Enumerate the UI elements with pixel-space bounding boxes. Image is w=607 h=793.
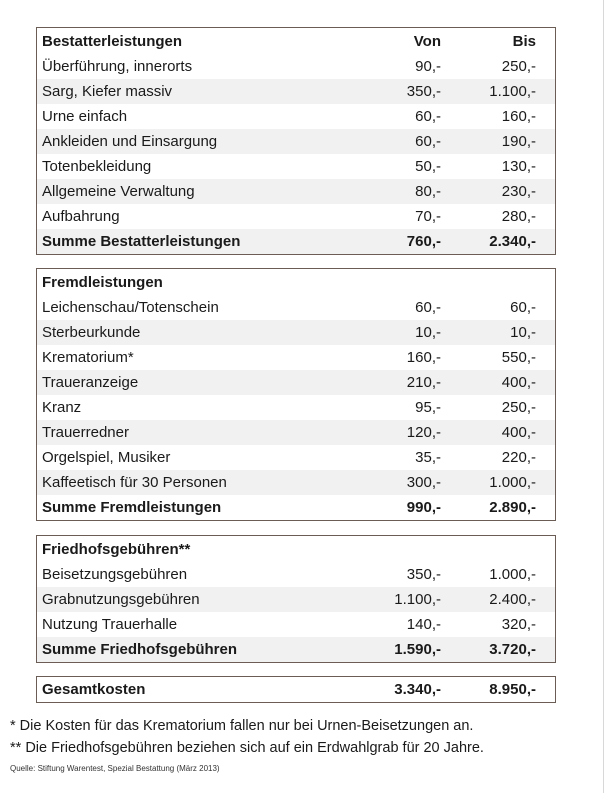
section-fremdleistungen (36, 268, 556, 521)
friedhof-table (37, 536, 555, 662)
total-table (37, 677, 555, 702)
row-label: Beisetzungsgebühren (42, 566, 188, 583)
table-row (37, 129, 555, 154)
row-bis: 190,- (441, 129, 555, 154)
section-gesamtkosten (36, 676, 556, 703)
sum-label: Summe Friedhofsgebühren (37, 637, 331, 662)
row-von: 120,- (331, 420, 441, 445)
sum-von: 990,- (406, 499, 441, 516)
row-von: 60,- (415, 299, 441, 316)
section-bestatterleistungen (36, 27, 556, 255)
row-von: 35,- (415, 449, 441, 466)
row-label: Trauerredner (37, 420, 331, 445)
sum-label: Summe Fremdleistungen (42, 499, 222, 516)
section-title: Fremdleistungen (42, 273, 163, 291)
table-row (37, 295, 555, 320)
row-von: 140,- (406, 616, 441, 633)
total-row (37, 677, 555, 702)
section-title: Bestatterleistungen (42, 32, 183, 50)
table-row (37, 420, 555, 445)
row-von: 60,- (331, 129, 441, 154)
row-bis: 1.000,- (441, 470, 555, 495)
table-row (37, 562, 555, 587)
row-bis: 320,- (501, 616, 536, 633)
table-row (37, 320, 555, 345)
row-label: Ankleiden und Einsargung (37, 129, 331, 154)
footnotes (10, 715, 484, 759)
row-von: 350,- (331, 79, 441, 104)
row-bis: 280,- (501, 208, 536, 225)
footnote-krematorium: * Die Kosten für das Krematorium fallen nur bei Urnen-Beisetzungen an. (10, 718, 474, 734)
table-header-row (37, 536, 555, 562)
total-label: Gesamtkosten (42, 681, 146, 698)
total-von: 3.340,- (394, 681, 441, 698)
row-bis: 400,- (441, 420, 555, 445)
sum-label: Summe Bestatterleistungen (37, 229, 331, 254)
row-bis: 250,- (501, 58, 536, 75)
row-label: Allgemeine Verwaltung (37, 179, 331, 204)
section-title: Friedhofsgebühren** (42, 540, 191, 558)
row-bis: 160,- (501, 108, 536, 125)
table-row (37, 395, 555, 420)
table-row (37, 104, 555, 129)
row-von: 70,- (415, 208, 441, 225)
sum-bis: 3.720,- (441, 637, 555, 662)
table-row (37, 345, 555, 370)
table-row (37, 179, 555, 204)
row-von: 90,- (415, 58, 441, 75)
row-label: Überführung, innerorts (42, 58, 193, 75)
sum-bis: 2.890,- (489, 499, 536, 516)
row-label: Urne einfach (42, 108, 128, 125)
table-row (37, 445, 555, 470)
table-row (37, 154, 555, 179)
row-label: Totenbekleidung (42, 158, 152, 175)
row-von: 50,- (415, 158, 441, 175)
row-bis: 10,- (441, 320, 555, 345)
row-bis: 220,- (501, 449, 536, 466)
row-bis: 1.100,- (441, 79, 555, 104)
row-label: Leichenschau/Totenschein (42, 299, 219, 316)
row-label: Grabnutzungsgebühren (37, 587, 331, 612)
row-label: Sterbeurkunde (37, 320, 331, 345)
row-label: Aufbahrung (42, 208, 120, 225)
table-header-row (37, 28, 555, 54)
sum-row (37, 495, 555, 520)
sum-von: 760,- (331, 229, 441, 254)
column-header-bis: Bis (512, 32, 536, 50)
row-bis: 550,- (501, 349, 536, 366)
row-label: Sarg, Kiefer massiv (37, 79, 331, 104)
row-von: 80,- (331, 179, 441, 204)
row-label: Orgelspiel, Musiker (42, 449, 171, 466)
table-row (37, 79, 555, 104)
sum-row (37, 229, 555, 254)
row-label: Traueranzeige (37, 370, 331, 395)
footnote-friedhof: ** Die Friedhofsgebühren beziehen sich auf ein Erdwahlgrab für 20 Jahre. (10, 740, 484, 756)
table-row (37, 612, 555, 637)
row-von: 210,- (331, 370, 441, 395)
row-von: 10,- (331, 320, 441, 345)
sum-bis: 2.340,- (441, 229, 555, 254)
row-label: Kranz (42, 399, 82, 416)
table-row (37, 204, 555, 229)
total-bis: 8.950,- (489, 681, 536, 698)
sum-row (37, 637, 555, 662)
sum-von: 1.590,- (331, 637, 441, 662)
bestatter-table (37, 28, 555, 254)
row-bis: 2.400,- (441, 587, 555, 612)
table-row (37, 587, 555, 612)
table-row (37, 54, 555, 79)
column-header-von: Von (413, 32, 441, 50)
table-row (37, 370, 555, 395)
row-von: 95,- (415, 399, 441, 416)
row-von: 60,- (415, 108, 441, 125)
row-bis: 130,- (501, 158, 536, 175)
row-von: 1.100,- (331, 587, 441, 612)
section-friedhofsgebuehren (36, 535, 556, 663)
source-credit: Quelle: Stiftung Warentest, Spezial Bestattung (März 2013) (10, 764, 220, 773)
row-bis: 400,- (441, 370, 555, 395)
row-bis: 250,- (501, 399, 536, 416)
table-header-row (37, 269, 555, 295)
row-von: 160,- (406, 349, 441, 366)
row-label: Kaffeetisch für 30 Personen (37, 470, 331, 495)
row-von: 350,- (406, 566, 441, 583)
row-label: Nutzung Trauerhalle (42, 616, 178, 633)
row-bis: 1.000,- (489, 566, 536, 583)
table-row (37, 470, 555, 495)
row-bis: 60,- (510, 299, 536, 316)
row-bis: 230,- (441, 179, 555, 204)
row-von: 300,- (331, 470, 441, 495)
fremd-table (37, 269, 555, 520)
page-edge-divider (603, 0, 604, 793)
row-label: Krematorium* (42, 349, 134, 366)
